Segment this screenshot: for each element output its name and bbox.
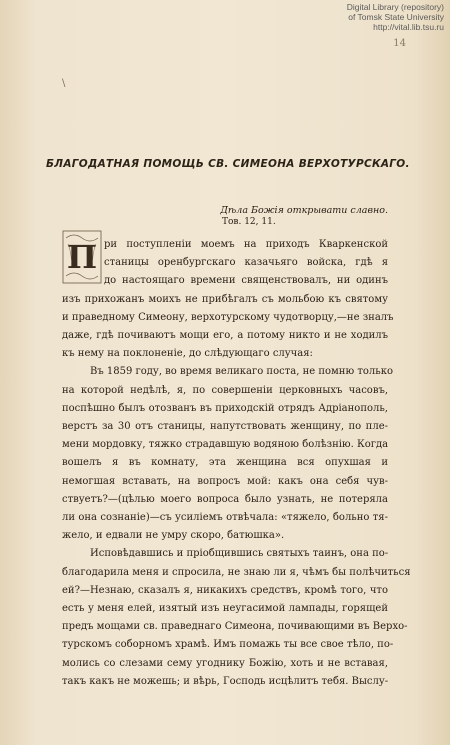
text-line: къ нему на поклоненіе, до слѣдующаго случая: (62, 348, 313, 360)
text-line: на которой недѣлѣ, я, по совершеніи церковныхъ часовъ, (62, 384, 388, 396)
text-line: ей?—Незнаю, сказалъ я, никакихъ средствъ, кромѣ того, что (62, 584, 388, 596)
text-line: такъ какъ не можешь; и вѣрь, Господь исцѣлитъ тебя. Выслу- (62, 675, 389, 687)
text-line: молись со слезами сему угоднику Божію, хоть и не вставая, (62, 657, 388, 669)
stain-mark: \ (62, 78, 66, 89)
text-line: ри поступленіи моемъ на приходъ Кваркенской (104, 239, 388, 250)
epigraph-text: Дѣла Божія открывати славно. (220, 205, 388, 216)
text-line: мени мордовку, тяжко страдавшую водяною болѣзнію. Когда (62, 439, 389, 451)
text-line: станицы оренбургскаго казачьяго войска, гдѣ я (104, 257, 388, 269)
text-line: верстъ за 30 отъ станицы, напутствовать женщину, по пле- (62, 421, 388, 432)
text-line: Исповѣдавшись и пріобщившись святыхъ таинъ, она по- (90, 548, 389, 560)
library-watermark (304, 2, 444, 32)
text-line: есть у меня елей, изятый изъ неугасимой лампады, горящей (62, 603, 388, 614)
text-line: и праведному Симеону, верхотурскому чудотворцу,—не зналъ (62, 311, 394, 323)
text-line: благодарила меня и спросила, не знаю ли я, чѣмъ бы полѣчиться (62, 566, 411, 578)
watermark-line: Digital Library (repository) (346, 2, 444, 12)
page-number: 14 (393, 38, 406, 49)
text-line: немогшая вставать, на вопросъ мой: какъ она себя чув- (62, 475, 388, 487)
watermark-line: http://vital.lib.tsu.ru (373, 22, 444, 32)
text-line: даже, гдѣ почиваютъ мощи его, а потому никто и не ходилъ (62, 330, 388, 341)
dropcap-letter: П (66, 238, 98, 276)
text-line: поспѣшно былъ отозванъ въ приходскій отрядъ Адріанополь, (62, 402, 388, 414)
ornamental-dropcap (62, 230, 102, 284)
epigraph-reference: Тов. 12, 11. (222, 217, 276, 227)
text-line: до настоящаго времени священствовалъ, ни одинъ (104, 275, 388, 287)
text-line: изъ прихожанъ моихъ не прибѣгалъ съ мольбою къ святому (62, 293, 388, 305)
page-title: БЛАГОДАТНАЯ ПОМОЩЬ СВ. СИМЕОНА ВЕРХОТУРСКАГО. (46, 158, 410, 170)
text-line: ствуетъ?—(цѣлью моего вопроса было узнать, не потеряла (62, 493, 388, 505)
text-line: вошелъ я въ комнату, эта женщина вся опухшая и (62, 457, 388, 469)
text-line: Въ 1859 году, во время великаго поста, не помню только (90, 366, 393, 378)
text-line: турскомъ соборномъ храмѣ. Имъ помажь ты все свое тѣло, по- (62, 639, 394, 651)
text-line: ли она сознаніе)—съ усиліемъ отвѣчала: «тяжело, больно тя- (62, 512, 388, 523)
text-line: предъ мощами св. праведнаго Симеона, почивающими въ Верхо- (62, 621, 408, 633)
watermark-line: of Tomsk State University (348, 12, 444, 22)
text-line: жело, и едвали не умру скоро, батюшка». (62, 530, 285, 542)
